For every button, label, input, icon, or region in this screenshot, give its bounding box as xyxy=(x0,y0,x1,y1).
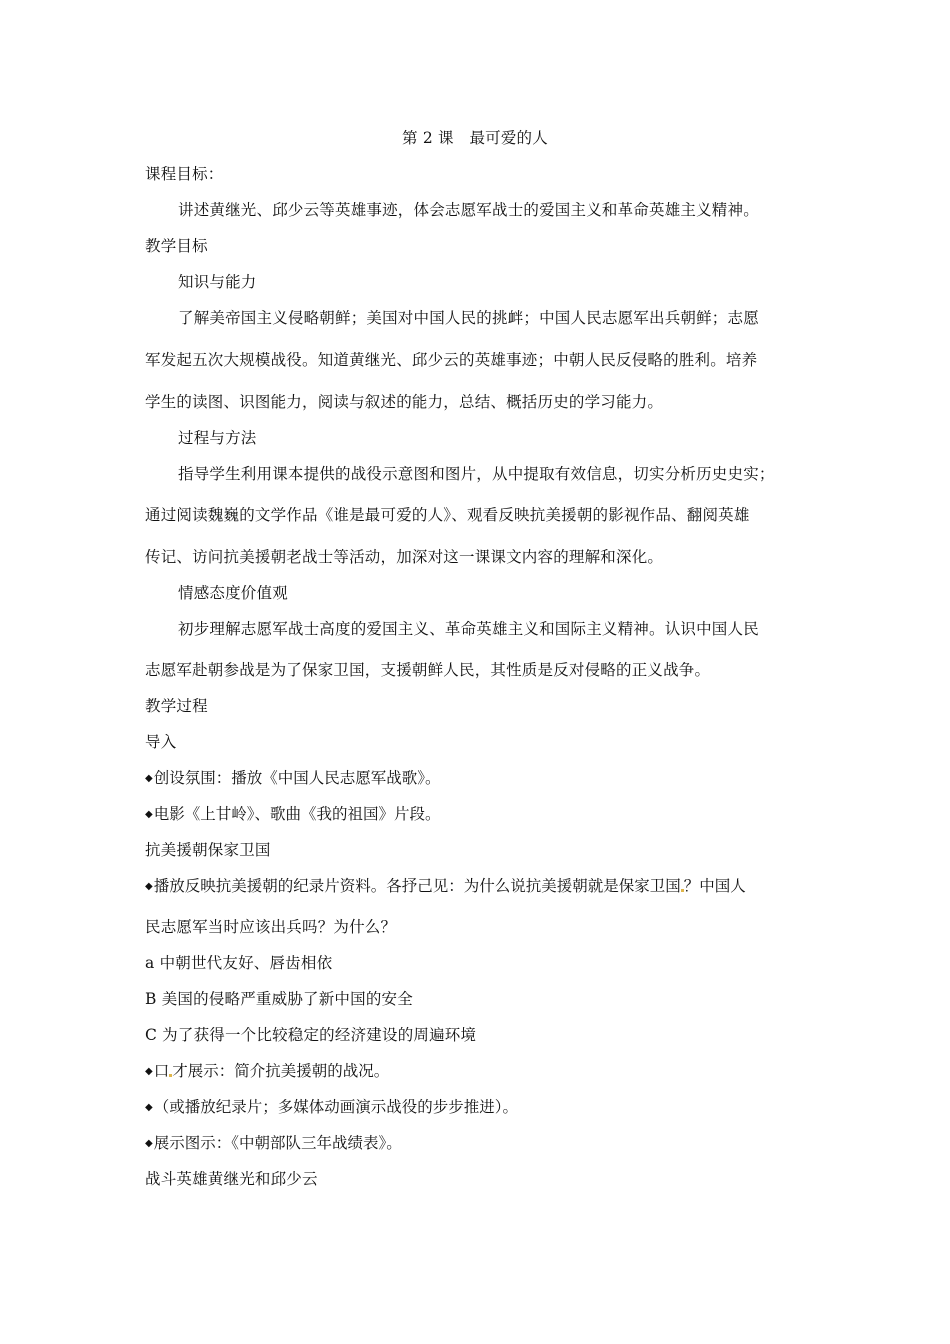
list-item xyxy=(145,768,440,789)
bullet-diamond-icon: ◆ xyxy=(145,773,153,784)
list-item xyxy=(145,1133,402,1154)
page-title: 第 2 课 最可爱的人 xyxy=(402,129,548,147)
list-item-continuation: 民志愿军当时应该出兵吗？为什么？ xyxy=(145,918,397,936)
bullet-diamond-icon: ◆ xyxy=(145,809,153,820)
bullet-diamond-icon: ◆ xyxy=(145,1138,153,1149)
teaching-goal-heading: 教学目标 xyxy=(145,237,208,255)
knowledge-heading: 知识与能力 xyxy=(178,273,257,291)
process-paragraph-line: 指导学生利用课本提供的战役示意图和图片，从中提取有效信息，切实分析历史史实； xyxy=(178,465,775,483)
list-item xyxy=(145,804,440,825)
intro-heading: 导入 xyxy=(145,733,177,751)
bullet-diamond-icon: ◆ xyxy=(145,1102,153,1113)
resist-heading: 抗美援朝保家卫国 xyxy=(145,841,271,859)
knowledge-paragraph-line: 了解美帝国主义侵略朝鲜；美国对中国人民的挑衅；中国人民志愿军出兵朝鲜；志愿 xyxy=(178,309,759,327)
bullet-diamond-icon: ◆ xyxy=(145,1066,153,1077)
course-goal-heading: 课程目标： xyxy=(145,165,224,183)
process-paragraph-line: 通过阅读魏巍的文学作品《谁是最可爱的人》、观看反映抗美援朝的影视作品、翻阅英雄 xyxy=(145,506,750,524)
list-item-text: 播放反映抗美援朝的纪录片资料。各抒己见：为什么说抗美援朝就是保家卫国 xyxy=(153,877,681,895)
bullet-diamond-icon: ◆ xyxy=(145,881,153,892)
list-item-text: （或播放纪录片；多媒体动画演示战役的步步推进）。 xyxy=(153,1098,518,1116)
process-paragraph-line: 传记、访问抗美援朝老战士等活动，加深对这一课课文内容的理解和深化。 xyxy=(145,548,664,566)
heroes-heading: 战斗英雄黄继光和邱少云 xyxy=(145,1170,318,1188)
process-heading: 过程与方法 xyxy=(178,429,257,447)
knowledge-paragraph-line: 学生的读图、识图能力，阅读与叙述的能力，总结、概括历史的学习能力。 xyxy=(145,393,664,411)
teaching-process-heading: 教学过程 xyxy=(145,697,208,715)
reason-item: B 美国的侵略严重威胁了新中国的安全 xyxy=(145,990,413,1008)
list-item-text: 电影《上甘岭》、歌曲《我的祖国》片段。 xyxy=(153,805,441,823)
list-item-text: 创设氛围：播放《中国人民志愿军战歌》。 xyxy=(153,769,441,787)
course-goal-text: 讲述黄继光、邱少云等英雄事迹，体会志愿军战士的爱国主义和革命英雄主义精神。 xyxy=(178,201,759,219)
list-item-text: 口 xyxy=(153,1062,170,1080)
emotion-paragraph-line: 志愿军赴朝参战是为了保家卫国，支援朝鲜人民，其性质是反对侵略的正义战争。 xyxy=(145,661,711,679)
knowledge-paragraph-line: 军发起五次大规模战役。知道黄继光、邱少云的英雄事迹；中朝人民反侵略的胜利。培养 xyxy=(145,351,758,369)
list-item-text: 展示图示：《中朝部队三年战绩表》。 xyxy=(153,1134,402,1152)
reason-item: a 中朝世代友好、唇齿相依 xyxy=(145,954,333,972)
list-item-text: ？中国人 xyxy=(683,877,746,895)
reason-item: C 为了获得一个比较稳定的经济建设的周遍环境 xyxy=(145,1026,477,1044)
list-item-text: 才展示：简介抗美援朝的战况。 xyxy=(172,1062,390,1080)
list-item xyxy=(145,1097,518,1118)
emotion-heading: 情感态度价值观 xyxy=(178,584,288,602)
emotion-paragraph-line: 初步理解志愿军战士高度的爱国主义、革命英雄主义和国际主义精神。认识中国人民 xyxy=(178,620,759,638)
list-item xyxy=(145,876,746,897)
list-item xyxy=(145,1061,389,1082)
